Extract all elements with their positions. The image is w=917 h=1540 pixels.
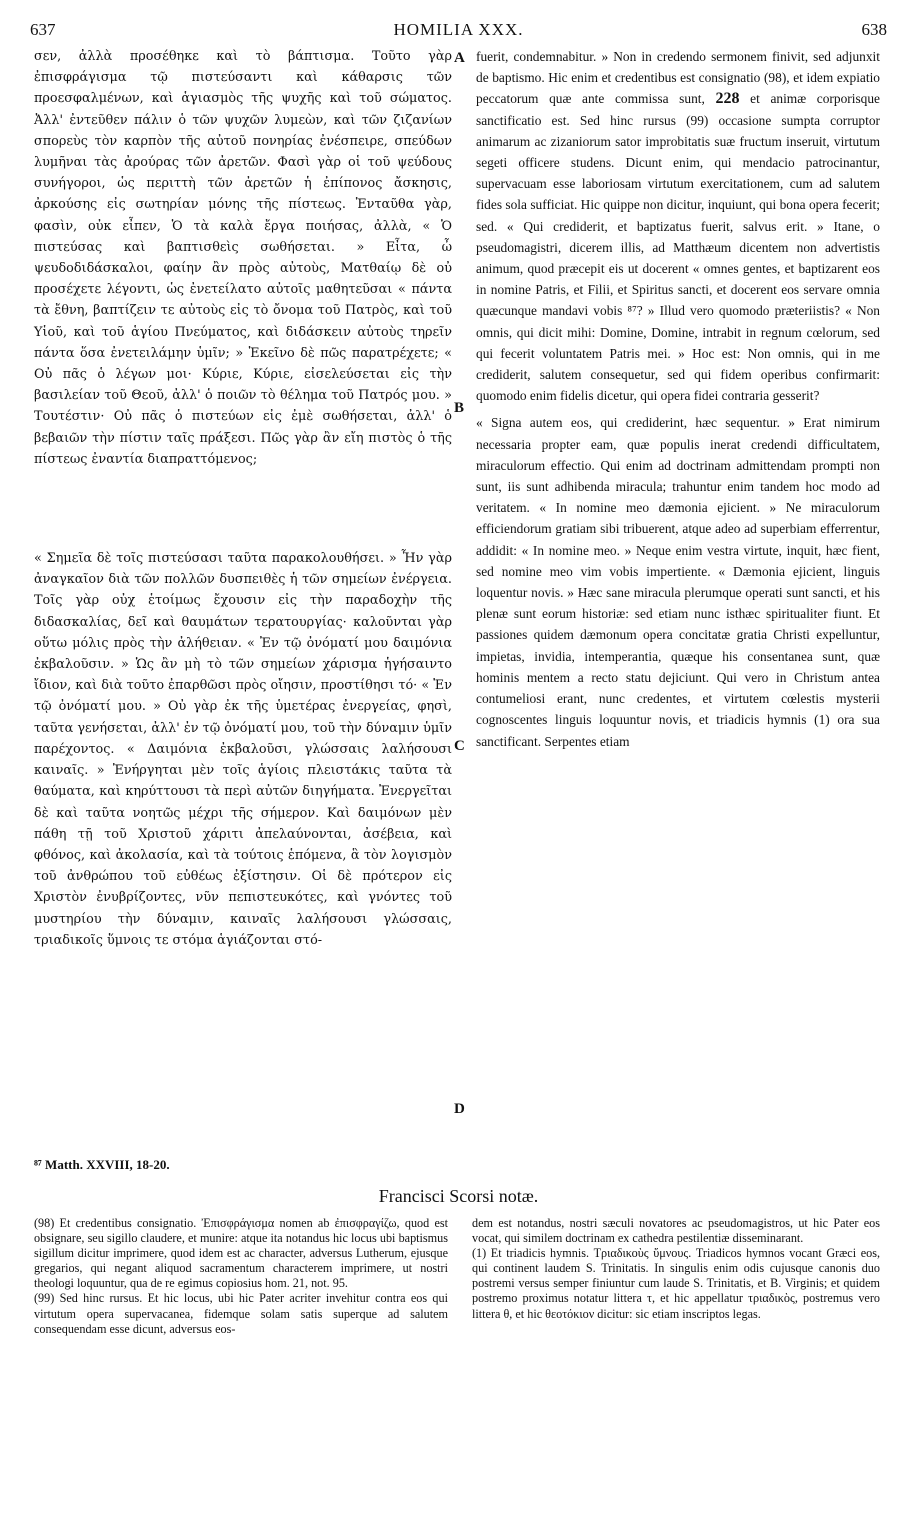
page-number-right: 638 <box>861 20 887 39</box>
page-title: HOMILIA XXX. <box>393 20 524 39</box>
margin-letter-c: C <box>454 738 465 754</box>
margin-letter-a: A <box>454 50 465 66</box>
margin-letter-b: B <box>454 400 465 416</box>
note-99: (99) Sed hinc rursus. Et hic locus, ubi hic Pater acriter invehitur contra eos qui virtutum opera supervacanea, fidemque solam satis superque ad salutem consequendam esse dicunt, adversus eos- <box>34 1291 448 1336</box>
greek-column <box>34 46 452 951</box>
column-number: 228 <box>715 90 740 108</box>
note-98: (98) Et credentibus consignatio. Ἐπισφράγισμα nomen ab ἐπισφραγίζω, quod est obsignare, seu sigillo claudere, et munire: atque ita notandus hic locus ubi baptismus sigillum dicitur imprimere, quod idem est ac character, adversus Lutherum, ejusque gregarios, qui negant aliquod sacramentum characterem imprimere, ut nostri theologi loquuntur, qua de re egimus copiosius hom. 21, not. 95. <box>34 1216 448 1291</box>
latin-paragraph-2: « Signa autem eos, qui crediderint, hæc sequentur. » Erat nimirum necessaria propter eam, quæ populis inerat credendi difficultatem, miraculorum effectio. Qui enim ad doctrinam admittendam prompti non sunt, iis sunt adhibenda miracula; trahuntur enim tandem hoc modo ad veritatem. « In nomine meo dæmonia ejicient. » Ne miraculorum efficiendorum gratiam sibi tribuerent, atque adeo ad superbiam efferrentur, addidit: « In nomine meo. » Neque enim vestra virtute, inquit, hæc fient, sed nomine meo vim vobis impertiente. « Dæmonia ejicient, linguis loquentur novis. » Hæc sane miracula plerumque operati sunt sancti, et his plenæ sunt eorum historiæ: sed etiam nunc isthæc spiritualiter fiunt. Et passiones quidem dæmonum opera concitatæ gratia Christi expelluntur, impietas, invidia, intemperantia, quæque his consentanea sunt, quæ hominis mentem a recto statu dejiciunt. Qui vero in Christum antea contumeliosi erant, nunc credentes, et virtutem cœlestis mysterii cognoscentes linguis loquuntur novis, et triadicis hymnis (1) ora sua sanctificant. Serpentes etiam <box>476 415 880 749</box>
latin-column <box>476 46 880 752</box>
greek-paragraph-2: « Σημεῖα δὲ τοῖς πιστεύσασι ταῦτα παρακολουθήσει. » Ἦν γὰρ ἀναγκαῖον διὰ τῶν πολλῶν δυσπειθὲς ἡ τῶν σημείων ἐνέργεια. Τοῖς γὰρ οὐχ ἑτοίμως ἔχουσιν εἰς τὴν παραδοχὴν τῆς διδασκαλίας, δεῖ καὶ θαυμάτων τερατουργίας· καλοῦνται γὰρ οὕτω μόλις πρὸς τὴν ἀλήθειαν. « Ἐν τῷ ὀνόματί μου δαιμόνια ἐκβαλοῦσιν. » Ὡς ἂν μὴ τὸ τῶν σημείων χάρισμα ἡγήσαιντο ἴδιον, καὶ διὰ τοῦτο ἐπαρθῶσι πρὸς οἴησιν, προστίθησι τό· « Ἐν τῷ ὀνόματί μου. » Οὐ γὰρ ἐκ τῆς ὑμετέρας ἐνεργείας, φησὶ, ταῦτα γενήσεται, ἀλλ' ἐν τῷ ὀνόματί μου, τοῦ τὴν δύναμιν ὑμῖν παρέχοντος. « Δαιμόνια ἐκβαλοῦσι, γλώσσαις λαλήσουσι καιναῖς. » Ἐνήργηται μὲν τοῖς ἁγίοις πλειστάκις ταῦτα τὰ θαύματα, καὶ κηρύττουσι τὰ περὶ αὐτῶν διηγήματα. Ἐνεργεῖται δὲ καὶ ταῦτα νοητῶς μέχρι τῆς σήμερον. Καὶ δαιμόνων μὲν πάθη τῇ τοῦ Χριστοῦ χάριτι ἀπελαύνονται, ἀσέβεια, καὶ φθόνος, καὶ ἀκολασία, καὶ τὰ τούτοις ἑπόμενα, ἃ τὸν λογισμὸν τοῦ ἀνθρώπου τοῦ εὐθέως ἐξίστησιν. Οἱ δὲ πρότερον εἰς Χριστὸν ἐνυβρίζοντες, νῦν πεπιστευκότες, καὶ γνόντες τοῦ μυστηρίου τὴν δύναμιν, καιναῖς λαλήσουσι γλώσσαις, τριαδικοῖς ὕμνοις τε στόμα ἁγιάζονται στό- <box>34 551 452 948</box>
scripture-footnote: ⁸⁷ Matth. XXVIII, 18-20. <box>34 1157 170 1172</box>
note-99-continued: dem est notandus, nostri sæculi novatores ac pseudomagistros, ut hic Pater eos vocat, qui similem doctrinam ex cathedra pestilentiæ disseminarant. <box>472 1216 880 1246</box>
page-header <box>30 20 887 42</box>
notes-title: Francisci Scorsi notæ. <box>378 1186 539 1206</box>
latin-paragraph-1 <box>476 46 880 406</box>
latin-paragraph-1b: et animæ corporisque sanctificatio est. Sed hinc rursus (99) occasione sumpta corruptor animarum ac zizaniorum sator improbitatis suæ fructum inseruit, virtutum segeti officere studens. Dicunt enim, qui mendacio patrocinantur, supervacuam esse laboriosam virtutum exercitationem, cum ad salutem fides sola sufficiat. Hic quippe non dicitur, inquiunt, qui bona opera fecerit; sed. « Qui crediderit, et baptizatus fuerit, salvus erit. » Itane, o pseudomagistri, dicerem illis, ad Matthæum dicentem non advertistis animum, quod præcepit eis ut docerent « omnes gentes, et baptizarent eos in nomine Patris, et Filii, et Spiritus sancti, et docerent eos servare omnia quæcunque mandavi vobis ⁸⁷? » Illud vero quomodo præteriistis? « Non omnis, qui dicit mihi: Domine, Domine, intrabit in regnum cœlorum, sed qui fecerit voluntatem Patris mei. » Hoc est: Non omnis, qui in me crediderit, salutem consequetur, sed qui fidem operibus confirmarit: quomodo enim fidelis dicetur, qui opera fidei contraria gesserit? <box>476 91 880 404</box>
note-1: (1) Et triadicis hymnis. Τριαδικοὺς ὕμνους. Triadicos hymnos vocant Græci eos, qui continent laudem S. Trinitatis. In singulis enim odis cujusque canonis duo postremi versus semper finiuntur cum laude S. Trinitatis, et B. Virginis; et quidem postremo proximus notatur littera τ, et hic appellatur τριαδικὸς, postremus vero littera θ, et hic θεοτόκιον dicitur: sic etiam inscriptos legas. <box>472 1246 880 1321</box>
notes-left-column <box>34 1216 448 1337</box>
page-number-left: 637 <box>30 20 56 39</box>
greek-paragraph-1: σεν, ἀλλὰ προσέθηκε καὶ τὸ βάπτισμα. Τοῦτο γὰρ ἐπισφράγισμα τῷ πιστεύσαντι καὶ κάθαρσις τῶν προεσφαλμένων, καὶ ἁγιασμὸς τῆς ψυχῆς καὶ τοῦ σώματος. Ἀλλ' ἐντεῦθεν πάλιν ὁ τῶν ψυχῶν λυμεὼν, καὶ τῶν ζιζανίων σπορεὺς τὸν καρπὸν τῆς αὐτοῦ πονηρίας ἐνέσπειρε, σπεύδων λυμῆναι τὰς ἀρούρας τῶν ἀρετῶν. Φασὶ γὰρ οἱ τοῦ ψεύδους συνήγοροι, ὡς περιττὴ τῶν ἀρετῶν ἡ ἐπίπονος ἄσκησις, ἀρκούσης εἰς σωτηρίαν μόνης τῆς πίστεως. Ἐνταῦθα γὰρ, φασὶν, οὐκ εἶπεν, Ὁ τὰ καλὰ ἔργα ποιήσας, ἀλλὰ, « Ὁ πιστεύσας καὶ βαπτισθεὶς σωθήσεται. » Εἶτα, ὦ ψευδοδιδάσκαλοι, φαίην ἂν πρὸς αὐτοὺς, Ματθαίῳ δὲ οὐ προσέχετε λέγοντι, ὡς ἐνετείλατο αὐτοῖς μαθητεῦσαι « πάντα τὰ ἔθνη, βαπτίζειν τε αὐτοὺς εἰς τὸ ὄνομα τοῦ Πατρὸς, καὶ τοῦ Υἱοῦ, καὶ τοῦ ἁγίου Πνεύματος, καὶ διδάσκειν αὐτοὺς τηρεῖν πάντα ὅσα ἐνετειλάμην ὑμῖν; » Ἐκεῖνο δὲ πῶς παρατρέχετε; « Οὐ πᾶς ὁ λέγων μοι· Κύριε, Κύριε, εἰσελεύσεται εἰς τὴν βασιλείαν τοῦ Θεοῦ, ἀλλ' ὁ ποιῶν τὸ θέλημα τοῦ Πατρός μου. » Τουτέστιν· Οὐ πᾶς ὁ πιστεύων εἰς ἐμὲ σωθήσεται, ἀλλ' ὁ βεβαιῶν τὴν πίστιν ταῖς πράξεσι. Πῶς γὰρ ἂν εἴη πιστὸς ὁ τῆς πίστεως ἐναντία διαπραττόμενος; <box>34 49 452 467</box>
notes-right-column <box>472 1216 880 1322</box>
latin-paragraph-1a: fuerit, condemnabitur. » Non in credendo sermonem finivit, sed adjunxit de baptismo. Hic enim et credentibus est consignatio (98), et idem expiatio peccatorum quæ ante commissa sunt, <box>476 49 880 107</box>
margin-letter-d: D <box>454 1101 465 1117</box>
